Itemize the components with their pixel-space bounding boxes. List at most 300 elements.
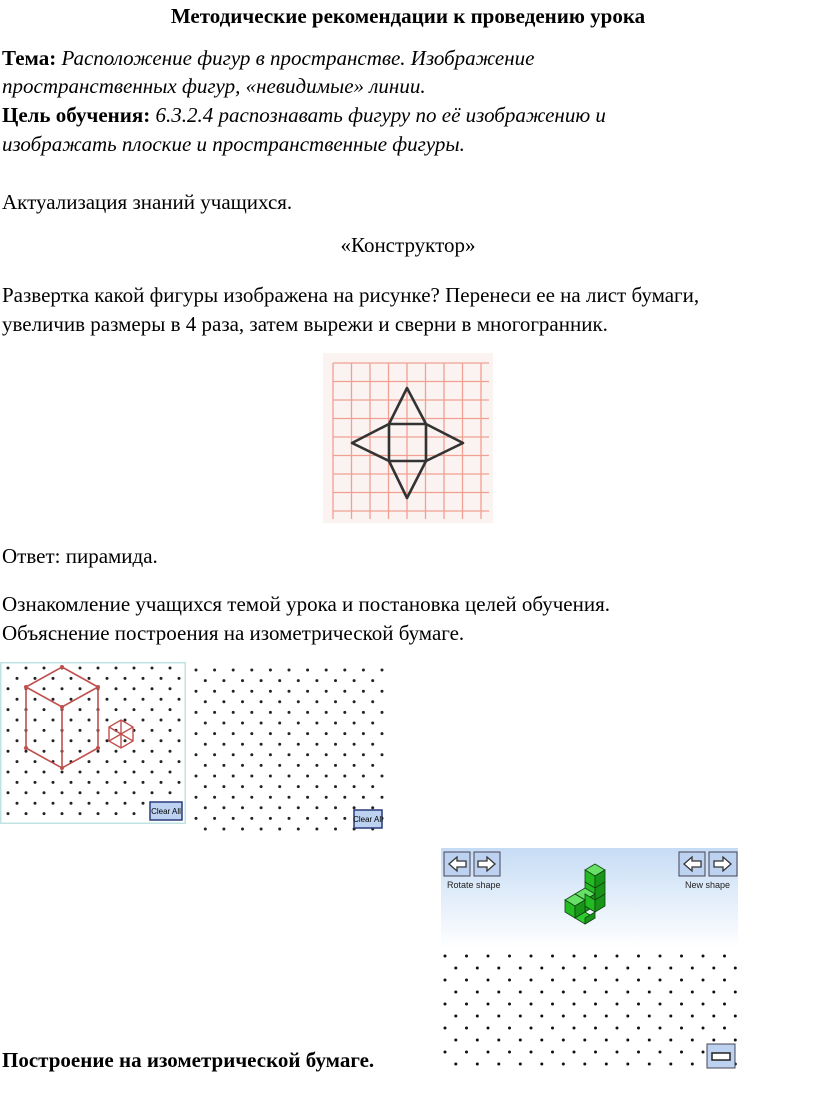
grid-dot: [702, 979, 705, 982]
grid-dot: [160, 677, 163, 680]
grid-dot: [297, 700, 300, 703]
grid-dot: [232, 732, 235, 735]
grid-dot: [712, 1015, 715, 1018]
grid-dot: [278, 679, 281, 682]
grid-dot: [7, 687, 10, 690]
new-shape-prev-button[interactable]: [679, 852, 705, 876]
grid-dot: [306, 732, 309, 735]
grid-dot: [371, 743, 374, 746]
grid-dot: [106, 719, 109, 722]
grid-dot: [465, 979, 468, 982]
grid-dot: [551, 1051, 554, 1054]
grid-dot: [616, 955, 619, 958]
grid-dot: [124, 760, 127, 763]
grid-dot: [487, 1027, 490, 1030]
grid-dot: [241, 764, 244, 767]
grid-dot: [702, 1051, 705, 1054]
grid-dot: [334, 679, 337, 682]
grid-dot: [7, 729, 10, 732]
grid-dot: [691, 1039, 694, 1042]
grid-dot: [508, 979, 511, 982]
grid-dot: [52, 719, 55, 722]
grid-dot: [88, 739, 91, 742]
grid-dot: [278, 785, 281, 788]
grid-dot: [124, 698, 127, 701]
grid-dot: [540, 1015, 543, 1018]
grid-dot: [362, 796, 365, 799]
shape-rotation-applet[interactable]: [441, 848, 738, 1073]
grid-dot: [232, 753, 235, 756]
grid-dot: [204, 764, 207, 767]
grid-dot: [241, 679, 244, 682]
grid-dot: [381, 669, 384, 672]
grid-dot: [195, 753, 198, 756]
grid-dot: [34, 677, 37, 680]
grid-dot: [204, 700, 207, 703]
grid-dot: [334, 764, 337, 767]
grid-dot: [70, 802, 73, 805]
grid-dot: [269, 669, 272, 672]
grid-dot: [213, 817, 216, 820]
grid-dot: [97, 812, 100, 815]
grid-dot: [222, 743, 225, 746]
grid-dot: [260, 764, 263, 767]
grid-dot: [97, 750, 100, 753]
grid-dot: [334, 700, 337, 703]
grid-dot: [362, 669, 365, 672]
grid-dot: [142, 760, 145, 763]
grid-dot: [583, 1039, 586, 1042]
grid-dot: [25, 771, 28, 774]
grid-dot: [551, 955, 554, 958]
grid-dot: [269, 796, 272, 799]
answer-text: Ответ: пирамида.: [2, 544, 158, 568]
grid-dot: [551, 1003, 554, 1006]
grid-dot: [702, 955, 705, 958]
grid-dot: [497, 1039, 500, 1042]
grid-dot: [297, 764, 300, 767]
grid-dot: [306, 669, 309, 672]
grid-dot: [97, 791, 100, 794]
grid-dot: [151, 750, 154, 753]
grid-dot: [371, 764, 374, 767]
grid-dot: [497, 967, 500, 970]
grid-dot: [343, 775, 346, 778]
grid-dot: [508, 1051, 511, 1054]
grid-dot: [680, 1051, 683, 1054]
grid-dot: [124, 739, 127, 742]
isometric-blank-panel[interactable]: [188, 664, 386, 832]
grid-dot: [315, 743, 318, 746]
grid-dot: [250, 753, 253, 756]
grid-dot: [476, 991, 479, 994]
grid-dot: [204, 806, 207, 809]
grid-dot: [269, 711, 272, 714]
topic-line-1: [2, 46, 535, 71]
grid-dot: [7, 750, 10, 753]
rotate-left-button[interactable]: [444, 852, 470, 876]
grid-dot: [519, 1039, 522, 1042]
grid-dot: [169, 791, 172, 794]
grid-dot: [195, 669, 198, 672]
grid-dot: [241, 806, 244, 809]
grid-dot: [648, 1063, 651, 1066]
grid-dot: [343, 753, 346, 756]
grid-dot: [269, 817, 272, 820]
grid-dot: [487, 1051, 490, 1054]
grid-dot: [444, 955, 447, 958]
grid-dot: [583, 1015, 586, 1018]
grid-dot: [371, 806, 374, 809]
grid-dot: [288, 775, 291, 778]
grid-dot: [213, 690, 216, 693]
grid-dot: [519, 1015, 522, 1018]
grid-dot: [315, 764, 318, 767]
goal-text-1: 6.3.2.4 распознавать фигуру по её изображению и: [155, 103, 606, 127]
grid-dot: [278, 764, 281, 767]
grid-dot: [133, 750, 136, 753]
grid-dot: [334, 722, 337, 725]
grid-dot: [334, 743, 337, 746]
grid-dot: [97, 667, 100, 670]
grid-dot: [269, 732, 272, 735]
grid-dot: [88, 802, 91, 805]
clear-all-button-1[interactable]: Clear All: [151, 807, 181, 816]
grid-dot: [151, 687, 154, 690]
grid-dot: [79, 708, 82, 711]
grid-dot: [241, 785, 244, 788]
grid-dot: [160, 739, 163, 742]
grid-dot: [605, 1063, 608, 1066]
clear-all-button-2[interactable]: Clear All: [353, 815, 383, 824]
grid-dot: [315, 806, 318, 809]
grid-dot: [297, 679, 300, 682]
grid-dot: [151, 771, 154, 774]
grid-dot: [151, 791, 154, 794]
goal-label: Цель обучения:: [2, 103, 151, 127]
grid-dot: [260, 743, 263, 746]
grid-dot: [465, 955, 468, 958]
grid-dot: [169, 708, 172, 711]
grid-dot: [106, 802, 109, 805]
grid-dot: [519, 991, 522, 994]
grid-dot: [637, 1027, 640, 1030]
grid-dot: [241, 722, 244, 725]
grid-dot: [353, 743, 356, 746]
grid-dot: [562, 967, 565, 970]
grid-dot: [454, 991, 457, 994]
grid-dot: [605, 991, 608, 994]
grid-dot: [297, 785, 300, 788]
grid-dot: [204, 679, 207, 682]
grid-dot: [583, 991, 586, 994]
grid-dot: [241, 828, 244, 831]
grid-dot: [381, 775, 384, 778]
grid-dot: [508, 955, 511, 958]
grid-dot: [562, 1039, 565, 1042]
grid-dot: [260, 785, 263, 788]
grid-dot: [334, 806, 337, 809]
grid-dot: [353, 785, 356, 788]
grid-dot: [278, 722, 281, 725]
grid-dot: [7, 708, 10, 711]
grid-dot: [195, 775, 198, 778]
grid-dot: [659, 979, 662, 982]
rotate-right-button[interactable]: [474, 852, 500, 876]
grid-dot: [680, 1027, 683, 1030]
grid-dot: [106, 698, 109, 701]
question-line-2: увеличив размеры в 4 раза, затем вырежи и сверни в многогранник.: [2, 312, 608, 336]
grid-dot: [232, 690, 235, 693]
grid-dot: [712, 991, 715, 994]
grid-dot: [325, 753, 328, 756]
grid-dot: [133, 791, 136, 794]
grid-dot: [616, 1027, 619, 1030]
grid-dot: [444, 1051, 447, 1054]
grid-dot: [362, 753, 365, 756]
grid-dot: [288, 817, 291, 820]
grid-dot: [278, 700, 281, 703]
grid-dot: [734, 1039, 737, 1042]
grid-dot: [43, 750, 46, 753]
grid-dot: [178, 719, 181, 722]
grid-dot: [497, 991, 500, 994]
grid-dot: [133, 687, 136, 690]
grid-dot: [551, 979, 554, 982]
grid-dot: [61, 791, 64, 794]
grid-dot: [334, 785, 337, 788]
grid-dot: [52, 802, 55, 805]
grid-dot: [712, 1039, 715, 1042]
topic-label: Тема:: [2, 46, 57, 70]
grid-dot: [573, 1027, 576, 1030]
grid-dot: [79, 791, 82, 794]
grid-dot: [269, 690, 272, 693]
grid-dot: [669, 967, 672, 970]
grid-dot: [115, 812, 118, 815]
grid-dot: [315, 828, 318, 831]
grid-dot: [659, 1003, 662, 1006]
grid-dot: [70, 677, 73, 680]
grid-dot: [213, 732, 216, 735]
grid-dot: [160, 698, 163, 701]
grid-dot: [124, 677, 127, 680]
grid-dot: [115, 791, 118, 794]
grid-dot: [381, 753, 384, 756]
goal-line-1: [2, 103, 606, 128]
grid-dot: [381, 796, 384, 799]
grid-dot: [88, 677, 91, 680]
grid-dot: [160, 719, 163, 722]
grid-dot: [371, 700, 374, 703]
grid-dot: [605, 1015, 608, 1018]
grid-dot: [371, 679, 374, 682]
grid-dot: [297, 722, 300, 725]
grid-dot: [315, 722, 318, 725]
grid-dot: [178, 677, 181, 680]
grid-dot: [691, 1063, 694, 1066]
grid-dot: [43, 667, 46, 670]
grid-dot: [34, 760, 37, 763]
grid-dot: [142, 739, 145, 742]
grid-dot: [381, 711, 384, 714]
grid-dot: [232, 669, 235, 672]
actualization-text: Актуализация знаний учащихся.: [2, 190, 293, 214]
grid-dot: [151, 667, 154, 670]
grid-dot: [371, 722, 374, 725]
grid-dot: [204, 785, 207, 788]
grid-dot: [353, 806, 356, 809]
grid-dot: [222, 764, 225, 767]
grid-dot: [195, 796, 198, 799]
grid-dot: [465, 1027, 468, 1030]
intro-line-1: Ознакомление учащихся темой урока и постановка целей обучения.: [2, 592, 610, 616]
grid-dot: [626, 1039, 629, 1042]
grid-dot: [222, 722, 225, 725]
grid-dot: [362, 732, 365, 735]
grid-dot: [232, 775, 235, 778]
intro-line-2: Объяснение построения на изометрической бумаге.: [2, 621, 465, 645]
goal-text-2: изображать плоские и пространственные фигуры.: [2, 132, 465, 156]
grid-dot: [250, 669, 253, 672]
grid-dot: [444, 1003, 447, 1006]
grid-dot: [530, 1051, 533, 1054]
grid-dot: [106, 781, 109, 784]
grid-dot: [594, 1027, 597, 1030]
grid-dot: [169, 771, 172, 774]
grid-dot: [519, 1063, 522, 1066]
grid-dot: [723, 979, 726, 982]
grid-dot: [16, 739, 19, 742]
grid-dot: [594, 1003, 597, 1006]
grid-dot: [648, 991, 651, 994]
grid-dot: [583, 1063, 586, 1066]
grid-dot: [551, 1027, 554, 1030]
grid-dot: [250, 732, 253, 735]
grid-dot: [583, 967, 586, 970]
grid-dot: [25, 812, 28, 815]
grid-dot: [626, 967, 629, 970]
grid-dot: [476, 1015, 479, 1018]
grid-dot: [34, 698, 37, 701]
question-line-1: Развертка какой фигуры изображена на рисунке? Перенеси ее на лист бумаги,: [2, 283, 700, 307]
grid-dot: [160, 760, 163, 763]
grid-dot: [734, 991, 737, 994]
grid-dot: [260, 828, 263, 831]
grid-dot: [605, 967, 608, 970]
grid-dot: [260, 806, 263, 809]
topic-text-1: Расположение фигур в пространстве. Изображение: [61, 46, 535, 70]
grid-dot: [61, 771, 64, 774]
grid-dot: [454, 1015, 457, 1018]
grid-dot: [605, 1039, 608, 1042]
grid-dot: [260, 679, 263, 682]
grid-dot: [222, 785, 225, 788]
grid-dot: [269, 775, 272, 778]
grid-dot: [669, 1015, 672, 1018]
grid-dot: [241, 700, 244, 703]
grid-dot: [232, 711, 235, 714]
grid-dot: [465, 1051, 468, 1054]
grid-dot: [353, 764, 356, 767]
grid-dot: [562, 991, 565, 994]
grid-dot: [626, 991, 629, 994]
grid-dot: [353, 679, 356, 682]
grid-dot: [250, 817, 253, 820]
isometric-heading: Построение на изометрической бумаге.: [2, 1048, 375, 1072]
grid-dot: [133, 667, 136, 670]
grid-dot: [160, 781, 163, 784]
grid-dot: [124, 802, 127, 805]
grid-dot: [61, 687, 64, 690]
grid-dot: [70, 719, 73, 722]
grid-dot: [142, 781, 145, 784]
grid-dot: [16, 760, 19, 763]
grid-dot: [115, 750, 118, 753]
isometric-drawing-panel[interactable]: [0, 662, 186, 824]
grid-dot: [362, 690, 365, 693]
grid-dot: [297, 828, 300, 831]
grid-dot: [734, 967, 737, 970]
grid-dot: [16, 781, 19, 784]
grid-dot: [43, 812, 46, 815]
grid-dot: [34, 781, 37, 784]
grid-dot: [288, 796, 291, 799]
grid-dot: [648, 967, 651, 970]
grid-dot: [178, 739, 181, 742]
grid-dot: [702, 1003, 705, 1006]
grid-dot: [79, 750, 82, 753]
grid-dot: [106, 739, 109, 742]
grid-dot: [594, 979, 597, 982]
grid-dot: [476, 1039, 479, 1042]
grid-dot: [669, 991, 672, 994]
grid-dot: [497, 1063, 500, 1066]
grid-dot: [88, 719, 91, 722]
grid-dot: [34, 719, 37, 722]
new-shape-label: New shape: [684, 880, 730, 890]
grid-dot: [325, 732, 328, 735]
new-shape-next-button[interactable]: [709, 852, 737, 876]
grid-dot: [88, 781, 91, 784]
grid-dot: [115, 771, 118, 774]
grid-dot: [353, 700, 356, 703]
grid-dot: [343, 711, 346, 714]
grid-dot: [260, 700, 263, 703]
grid-dot: [306, 796, 309, 799]
grid-dot: [25, 667, 28, 670]
grid-dot: [115, 687, 118, 690]
grid-dot: [43, 791, 46, 794]
grid-dot: [288, 753, 291, 756]
grid-dot: [79, 771, 82, 774]
grid-dot: [616, 1051, 619, 1054]
grid-dot: [454, 1039, 457, 1042]
grid-dot: [288, 711, 291, 714]
grid-dot: [325, 817, 328, 820]
grid-dot: [288, 669, 291, 672]
grid-dot: [195, 711, 198, 714]
grid-dot: [133, 812, 136, 815]
grid-dot: [260, 722, 263, 725]
grid-dot: [43, 771, 46, 774]
grid-dot: [723, 1027, 726, 1030]
grid-dot: [52, 677, 55, 680]
grid-dot: [142, 802, 145, 805]
grid-dot: [178, 698, 181, 701]
grid-dot: [381, 690, 384, 693]
grid-dot: [669, 1063, 672, 1066]
